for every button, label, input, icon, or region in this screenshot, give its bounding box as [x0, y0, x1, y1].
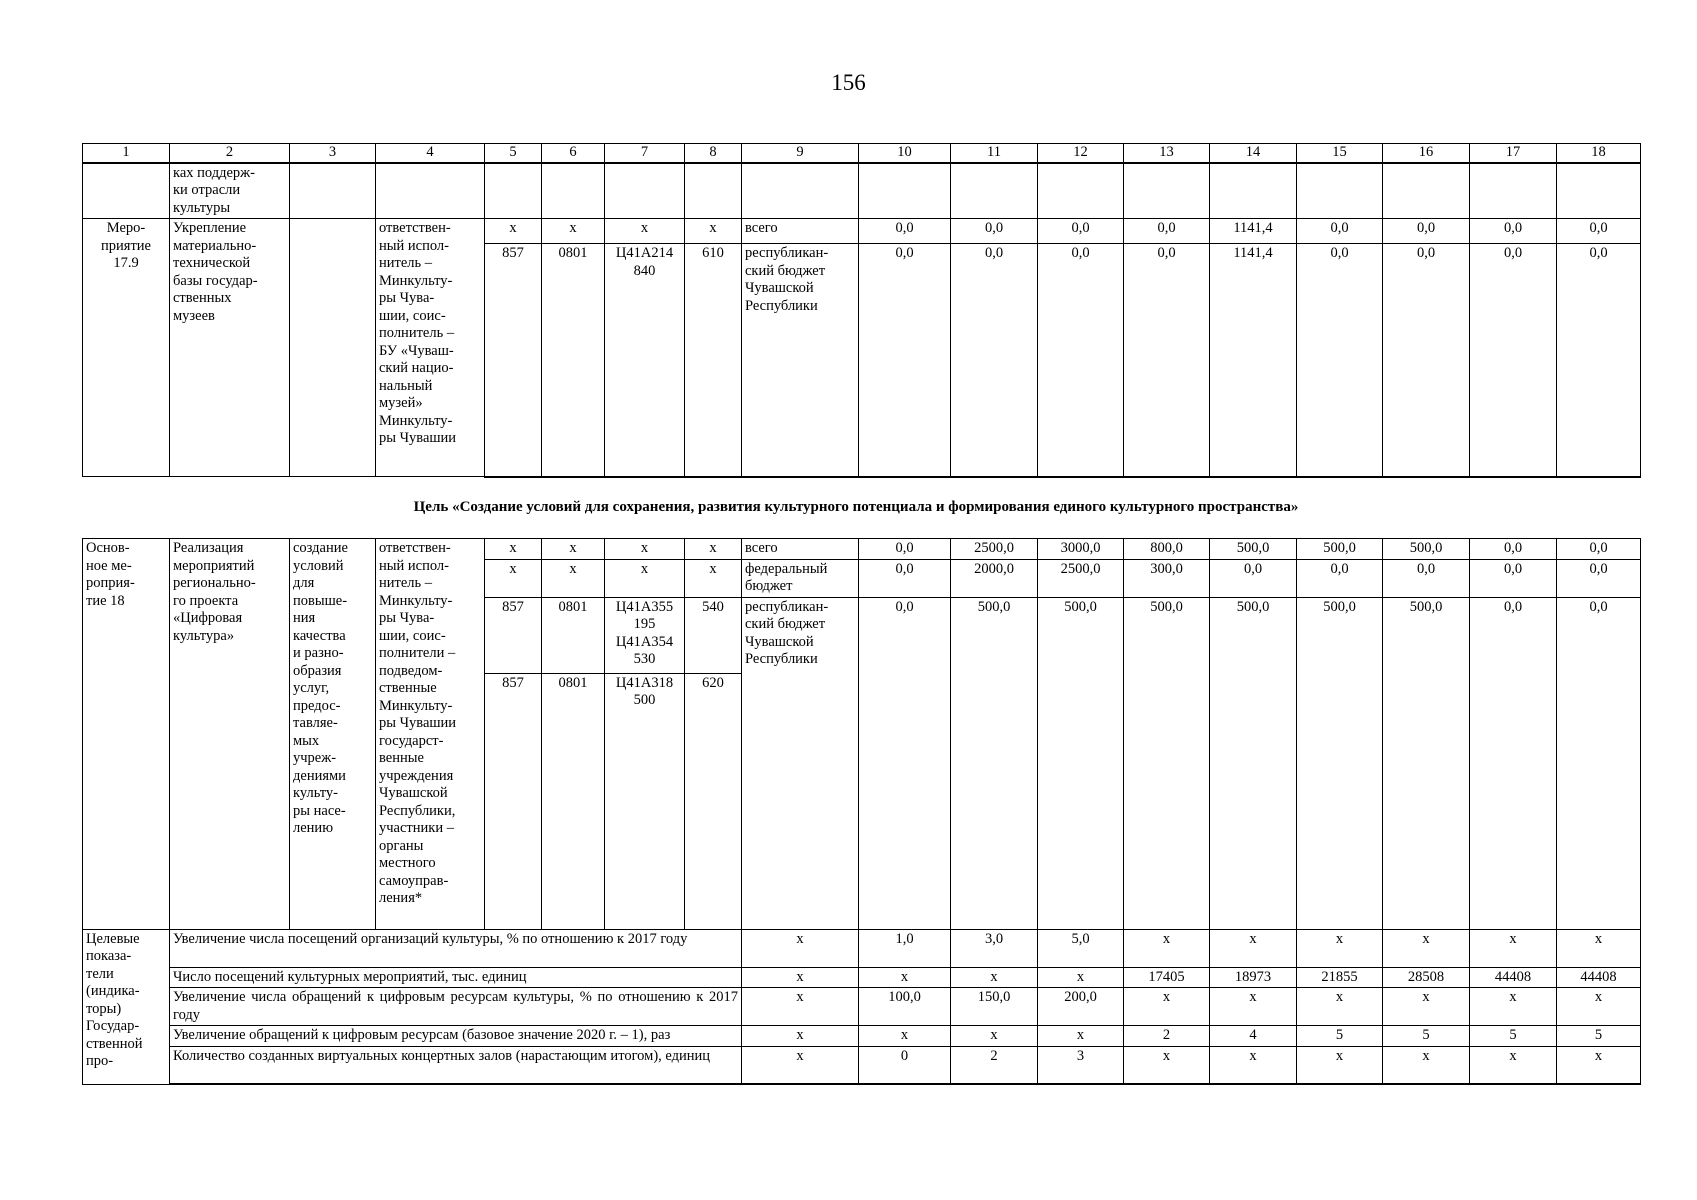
- indicator-name: Число посещений культурных мероприятий, тыс. единиц: [170, 967, 742, 988]
- cell-section: 0801: [542, 244, 605, 477]
- cell-value: 4: [1210, 1026, 1297, 1047]
- cell-section: х: [542, 559, 605, 597]
- cell-value: 2000,0: [951, 559, 1038, 597]
- cell-value: 100,0: [859, 988, 951, 1026]
- cell-value: х: [1124, 988, 1210, 1026]
- table-upper: [82, 143, 1641, 478]
- column-numbers-row: [83, 144, 1641, 163]
- indicator-row: [83, 988, 1641, 1026]
- cell-value: 1141,4: [1210, 244, 1297, 477]
- cell-target-article: х: [605, 539, 685, 560]
- cell-value: х: [1124, 929, 1210, 967]
- cell-value: 0,0: [859, 219, 951, 244]
- cell-value: х: [1038, 1026, 1124, 1047]
- col-number: 8: [685, 144, 742, 163]
- cell-value: 0,0: [1038, 244, 1124, 477]
- cell-value: 44408: [1470, 967, 1557, 988]
- cell-section: 0801: [542, 597, 605, 673]
- cell-value: 1,0: [859, 929, 951, 967]
- col-number: 4: [376, 144, 485, 163]
- table-row: [83, 219, 1641, 244]
- cell-funding-source: всего: [742, 539, 859, 560]
- cell-text: ках поддерж- ки отрасли культуры: [170, 163, 290, 219]
- cell-value: х: [1383, 988, 1470, 1026]
- goal-heading: Цель «Создание условий для сохранения, развития культурного потенциала и формирования единого культурного пространства»: [413, 499, 1299, 515]
- cell-grbs: х: [485, 219, 542, 244]
- cell-value: 2: [1124, 1026, 1210, 1047]
- cell-value: 0,0: [951, 219, 1038, 244]
- cell-value: х: [1557, 1046, 1641, 1084]
- cell-value: 500,0: [951, 597, 1038, 929]
- cell-value: х: [1210, 929, 1297, 967]
- cell-section: х: [542, 539, 605, 560]
- indicator-row: [83, 1046, 1641, 1084]
- cell-value: 5: [1557, 1026, 1641, 1047]
- cell-value: х: [1124, 1046, 1210, 1084]
- cell-value: 3,0: [951, 929, 1038, 967]
- indicator-row: [83, 929, 1641, 967]
- cell-value: 0,0: [859, 244, 951, 477]
- col-number: 17: [1470, 144, 1557, 163]
- cell-value: х: [1557, 988, 1641, 1026]
- page-number: 156: [831, 70, 866, 95]
- cell-value: 0,0: [859, 539, 951, 560]
- cell-value: х: [1297, 929, 1383, 967]
- cell-grbs: х: [485, 559, 542, 597]
- cell-value: х: [951, 967, 1038, 988]
- col-number: 14: [1210, 144, 1297, 163]
- col-number: 5: [485, 144, 542, 163]
- cell-value: 5: [1383, 1026, 1470, 1047]
- col-number: 15: [1297, 144, 1383, 163]
- cell-value: 0,0: [1557, 539, 1641, 560]
- cell-value: х: [742, 1026, 859, 1047]
- cell-section: х: [542, 219, 605, 244]
- cell-value: 3: [1038, 1046, 1124, 1084]
- cell-target-article: Ц41А355 195 Ц41А354 530: [605, 597, 685, 673]
- col-number: 1: [83, 144, 170, 163]
- cell-value: 0,0: [1038, 219, 1124, 244]
- cell-value: 0,0: [859, 597, 951, 929]
- cell-value: 500,0: [1038, 597, 1124, 929]
- col-number: 16: [1383, 144, 1470, 163]
- cell-value: 0,0: [1470, 539, 1557, 560]
- cell-value: 0,0: [1557, 219, 1641, 244]
- cell-value: х: [1210, 1046, 1297, 1084]
- cell-expense-type: х: [685, 559, 742, 597]
- table-row-continuation: [83, 163, 1641, 219]
- cell-value: х: [742, 988, 859, 1026]
- cell-target-article: Ц41А214 840: [605, 244, 685, 477]
- cell-value: 5: [1470, 1026, 1557, 1047]
- indicator-name: Количество созданных виртуальных концертных залов (нарастающим итогом), единиц: [170, 1046, 742, 1084]
- cell-value: 5,0: [1038, 929, 1124, 967]
- cell-value: 0,0: [1297, 559, 1383, 597]
- cell-value: 500,0: [1124, 597, 1210, 929]
- cell-value: 500,0: [1210, 539, 1297, 560]
- cell-value: 0,0: [859, 559, 951, 597]
- cell-value: 500,0: [1383, 539, 1470, 560]
- cell-grbs: 857: [485, 244, 542, 477]
- cell-target-article: х: [605, 559, 685, 597]
- cell-value: 0: [859, 1046, 951, 1084]
- measure-name: Укрепление материально- технической базы государ- ственных музеев: [170, 219, 290, 477]
- cell-value: 5: [1297, 1026, 1383, 1047]
- cell-value: х: [742, 929, 859, 967]
- cell-value: х: [1470, 1046, 1557, 1084]
- cell-value: 0,0: [1383, 559, 1470, 597]
- main-measure-executors: ответствен- ный испол- нитель – Минкульту- ры Чува- шии, соис- полнители – подведом- ственные Минкульту- ры Чувашии государст- венные учреждения Чувашской Республики, участники – органы местного самоуправ- ления*: [376, 539, 485, 930]
- indicator-row: [83, 1026, 1641, 1047]
- cell-value: 1141,4: [1210, 219, 1297, 244]
- cell-value: 17405: [1124, 967, 1210, 988]
- cell-value: 0,0: [1557, 244, 1641, 477]
- cell-value: х: [951, 1026, 1038, 1047]
- main-measure-name: Реализация мероприятий регионально- го проекта «Цифровая культура»: [170, 539, 290, 930]
- cell-value: 0,0: [1297, 244, 1383, 477]
- cell-value: 0,0: [1557, 559, 1641, 597]
- cell-value: 2: [951, 1046, 1038, 1084]
- cell-value: 44408: [1557, 967, 1641, 988]
- cell-value: 500,0: [1383, 597, 1470, 929]
- cell-expense-type: 620: [685, 673, 742, 929]
- cell-funding-source: республикан- ский бюджет Чувашской Республики: [742, 597, 859, 929]
- col-number: 6: [542, 144, 605, 163]
- cell-funding-source: всего: [742, 219, 859, 244]
- col-number: 3: [290, 144, 376, 163]
- cell-value: 0,0: [951, 244, 1038, 477]
- cell-value: 0,0: [1470, 597, 1557, 929]
- main-measure-purpose: создание условий для повыше- ния качества и разно- образия услуг, предос- тавляе- мых учреж- дениями культу- ры насе- лению: [290, 539, 376, 930]
- cell-value: 28508: [1383, 967, 1470, 988]
- cell-value: х: [1297, 1046, 1383, 1084]
- cell-grbs: 857: [485, 673, 542, 929]
- cell-value: х: [742, 1046, 859, 1084]
- cell-value: 0,0: [1470, 559, 1557, 597]
- col-number: 18: [1557, 144, 1641, 163]
- col-number: 10: [859, 144, 951, 163]
- cell-value: х: [1383, 929, 1470, 967]
- cell-value: х: [859, 1026, 951, 1047]
- cell-value: х: [1038, 967, 1124, 988]
- cell-value: 0,0: [1297, 219, 1383, 244]
- table-row: [83, 539, 1641, 560]
- cell-value: 800,0: [1124, 539, 1210, 560]
- cell-value: 18973: [1210, 967, 1297, 988]
- cell-target-article: х: [605, 219, 685, 244]
- col-number: 7: [605, 144, 685, 163]
- cell-value: 0,0: [1124, 244, 1210, 477]
- cell-value: 0,0: [1383, 244, 1470, 477]
- cell-value: 21855: [1297, 967, 1383, 988]
- cell-value: 3000,0: [1038, 539, 1124, 560]
- indicator-name: Увеличение обращений к цифровым ресурсам (базовое значение 2020 г. – 1), раз: [170, 1026, 742, 1047]
- col-number: 12: [1038, 144, 1124, 163]
- cell-value: х: [1557, 929, 1641, 967]
- table-lower: [82, 538, 1641, 1085]
- cell-value: 0,0: [1383, 219, 1470, 244]
- col-number: 13: [1124, 144, 1210, 163]
- cell-value: 0,0: [1210, 559, 1297, 597]
- cell-value: 0,0: [1557, 597, 1641, 929]
- cell-value: 2500,0: [951, 539, 1038, 560]
- measure-label: Меро- приятие 17.9: [83, 219, 170, 477]
- cell-value: 150,0: [951, 988, 1038, 1026]
- main-measure-label: Основ- ное ме- роприя- тие 18: [83, 539, 170, 930]
- cell-section: 0801: [542, 673, 605, 929]
- cell-grbs: х: [485, 539, 542, 560]
- cell-expense-type: х: [685, 219, 742, 244]
- indicator-row: [83, 967, 1641, 988]
- cell-value: х: [1470, 929, 1557, 967]
- indicators-label: Целевые показа- тели (индика- торы) Государ- ственной про-: [83, 929, 170, 1084]
- cell-funding-source: республикан- ский бюджет Чувашской Республики: [742, 244, 859, 477]
- cell-expense-type: х: [685, 539, 742, 560]
- col-number: 9: [742, 144, 859, 163]
- measure-executors: ответствен- ный испол- нитель – Минкульту- ры Чува- шии, соис- полнитель – БУ «Чуваш- ский нацио- нальный музей» Минкульту- ры Чувашии: [376, 219, 485, 477]
- indicator-name: Увеличение числа посещений организаций культуры, % по отношению к 2017 году: [170, 929, 742, 967]
- cell-value: х: [859, 967, 951, 988]
- cell-value: 500,0: [1297, 597, 1383, 929]
- cell-value: х: [1210, 988, 1297, 1026]
- cell-value: х: [742, 967, 859, 988]
- cell-value: х: [1297, 988, 1383, 1026]
- col-number: 2: [170, 144, 290, 163]
- cell-value: х: [1383, 1046, 1470, 1084]
- cell-value: 0,0: [1124, 219, 1210, 244]
- cell-value: 0,0: [1470, 244, 1557, 477]
- cell-value: 500,0: [1210, 597, 1297, 929]
- cell-expense-type: 540: [685, 597, 742, 673]
- cell-value: 200,0: [1038, 988, 1124, 1026]
- cell-value: х: [1470, 988, 1557, 1026]
- indicator-name: Увеличение числа обращений к цифровым ресурсам культуры, % по отношению к 2017 году: [170, 988, 742, 1026]
- cell-target-article: Ц41А318 500: [605, 673, 685, 929]
- cell-funding-source: федеральный бюджет: [742, 559, 859, 597]
- cell-value: 0,0: [1470, 219, 1557, 244]
- col-number: 11: [951, 144, 1038, 163]
- cell-expense-type: 610: [685, 244, 742, 477]
- cell-grbs: 857: [485, 597, 542, 673]
- cell-value: 300,0: [1124, 559, 1210, 597]
- cell-value: 2500,0: [1038, 559, 1124, 597]
- cell-value: 500,0: [1297, 539, 1383, 560]
